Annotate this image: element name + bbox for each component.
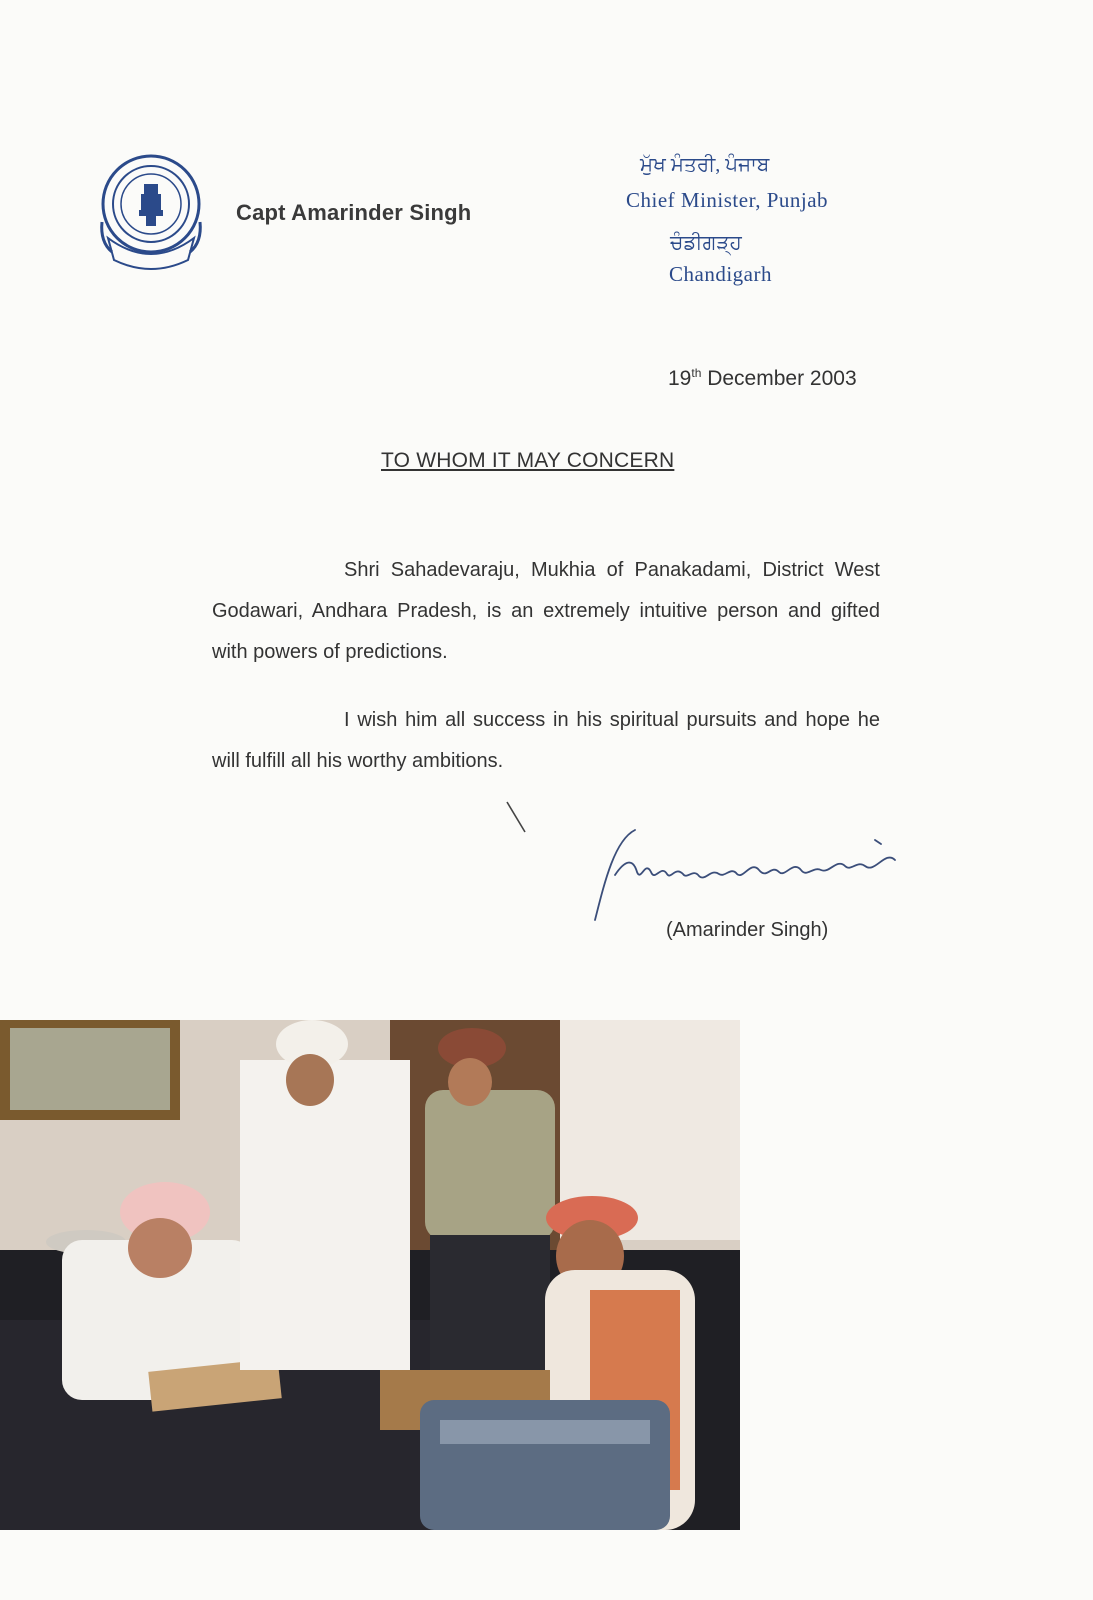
letter-subject: TO WHOM IT MAY CONCERN — [381, 449, 675, 472]
letter-date — [668, 366, 857, 391]
date-day: 19 — [668, 367, 692, 390]
meeting-photo-image — [0, 1020, 740, 1530]
sender-name: Capt Amarinder Singh — [236, 200, 472, 225]
office-city: Chandigarh — [669, 262, 772, 286]
letter-paragraph-1: Shri Sahadevaraju, Mukhia of Panakadami, District West Godawari, Andhara Pradesh, is an extremely intuitive person and gifted with powers of predictions. — [212, 559, 880, 663]
signatory-name: (Amarinder Singh) — [666, 919, 829, 941]
date-month-year: December 2003 — [701, 367, 857, 390]
pen-mark-icon — [505, 800, 529, 836]
govt-punjab-seal — [96, 152, 206, 282]
date-suffix: th — [691, 366, 702, 380]
office-title-punjabi: ਮੁੱਖ ਮੰਤਰੀ, ਪੰਜਾਬ — [640, 154, 770, 176]
office-city-punjabi: ਚੰਡੀਗੜ੍ਹ — [670, 232, 742, 254]
letter-paragraph-2: I wish him all success in his spiritual pursuits and hope he will fulfill all his worthy ambitions. — [212, 709, 880, 772]
meeting-photo — [0, 1020, 740, 1530]
office-title: Chief Minister, Punjab — [626, 188, 829, 212]
govt-punjab-emblem-icon — [96, 152, 206, 282]
